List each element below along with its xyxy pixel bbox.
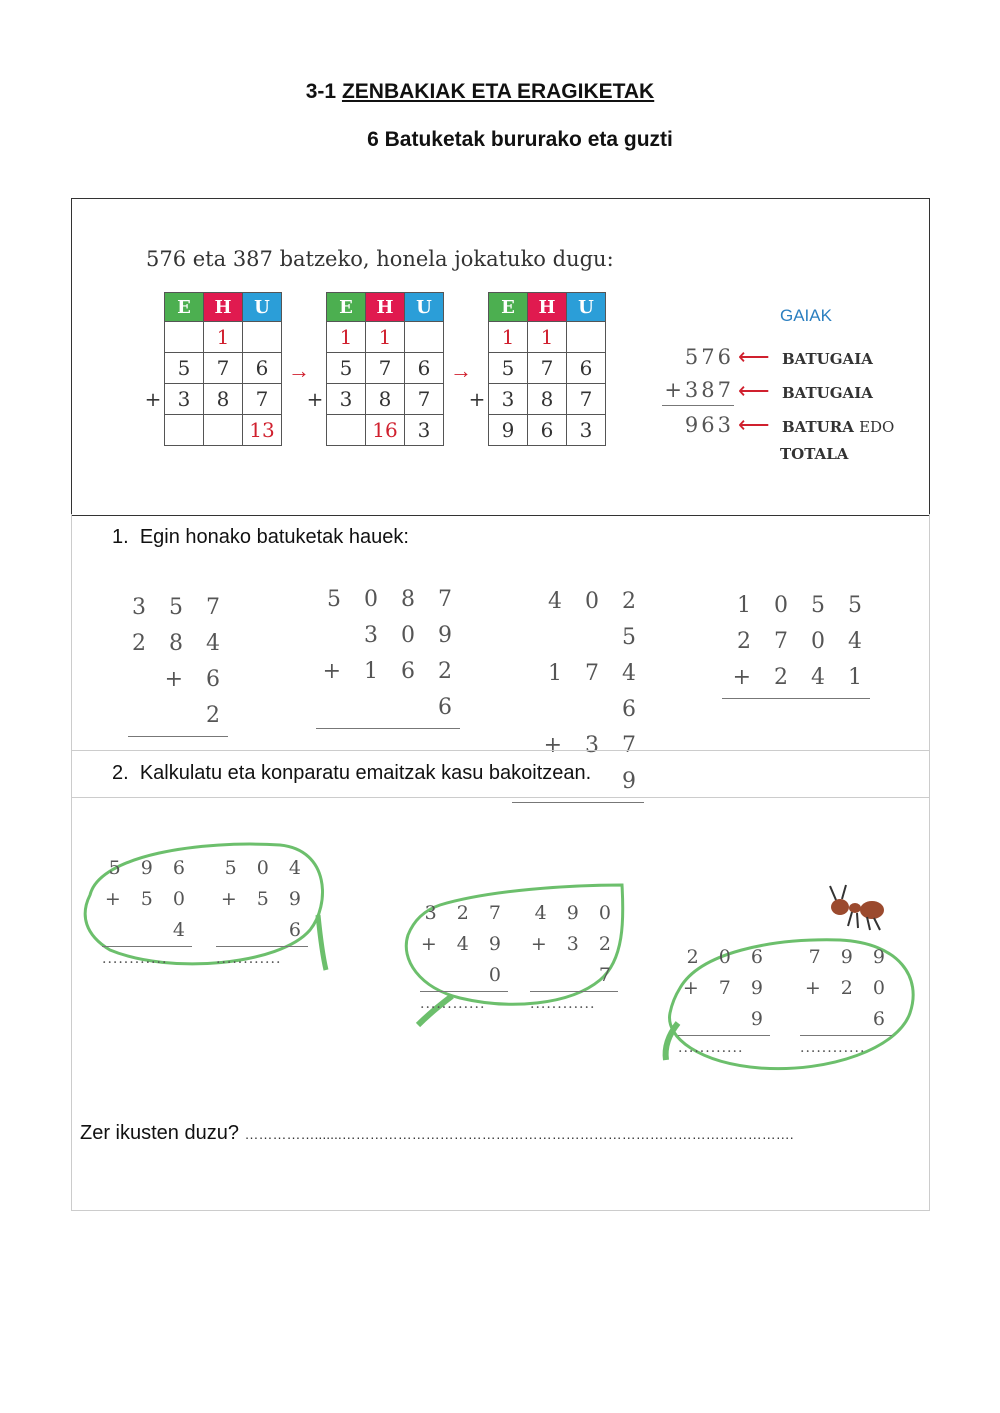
sum-line: 3 5 7 (132, 595, 228, 620)
carry-cell (243, 322, 282, 353)
page-title (0, 80, 960, 104)
ant-icon (822, 882, 892, 932)
header-e: E (165, 293, 204, 322)
header-u: U (405, 293, 444, 322)
header-h: H (366, 293, 405, 322)
sum-line: 5 0 4 (224, 857, 308, 879)
plus-sign: + (306, 387, 324, 411)
sum-line: 7 9 9 (808, 946, 892, 968)
result-cell: 16 (366, 415, 405, 446)
header-e: E (327, 293, 366, 322)
digit-cell: 5 (327, 353, 366, 384)
sum-line: + 4 9 0 (420, 933, 508, 986)
result-cell (204, 415, 243, 446)
result-cell (165, 415, 204, 446)
sum-line: + 7 9 9 (682, 977, 770, 1030)
sum-line: 4 0 2 5 (548, 589, 644, 650)
term-value: 576 (684, 345, 734, 369)
exercise-text: Kalkulatu eta konparatu emaitzak kasu bakoitzean. (139, 762, 592, 784)
ehu-table-step3 (466, 292, 606, 446)
result-cell: 13 (243, 415, 282, 446)
sum-line: + 5 0 4 (104, 888, 192, 941)
sum-problem[interactable] (722, 588, 870, 699)
answer-blank[interactable]: ............ (216, 951, 282, 967)
digit-cell: 5 (165, 353, 204, 384)
sum-line: + 5 9 6 (220, 888, 308, 941)
ehu-table-step1 (142, 292, 282, 446)
digit-cell: 5 (489, 353, 528, 384)
sum-line: 2 7 0 4 (737, 629, 870, 654)
plus-sign: + (468, 387, 486, 411)
sum-problem[interactable] (316, 582, 460, 729)
answer-blank[interactable]: ............ (420, 996, 486, 1012)
exercise2-instruction (112, 762, 591, 785)
page-subtitle: 6 Batuketak bururako eta guzti (367, 128, 673, 151)
term-label: BATUGAIA (782, 384, 873, 402)
digit-cell: 7 (243, 384, 282, 415)
leaf-sum[interactable] (800, 942, 892, 1058)
sum-line: 4 9 0 (534, 902, 618, 924)
sum-rule (216, 946, 308, 947)
sum-line: 1 7 4 6 (548, 661, 644, 722)
sum-rule (420, 991, 508, 992)
result-cell (327, 415, 366, 446)
sum-rule (128, 736, 228, 737)
left-arrow-icon: ⟵ (738, 378, 770, 403)
answer-blank[interactable]: ............ (800, 1040, 866, 1056)
digit-cell: 6 (567, 353, 606, 384)
sum-line: 1 0 5 5 (737, 593, 870, 618)
header-u: U (567, 293, 606, 322)
term-label (782, 418, 894, 436)
digit-cell: 7 (204, 353, 243, 384)
leaf-sum[interactable] (216, 853, 308, 969)
result-cell: 3 (567, 415, 606, 446)
sum-line: 5 0 8 7 (327, 587, 460, 612)
leaf-sum[interactable] (102, 853, 192, 969)
sum-line: + 3 2 7 (530, 933, 618, 986)
result-cell: 9 (489, 415, 528, 446)
leaf-sum[interactable] (420, 898, 508, 1014)
sum-line: 3 2 7 (424, 902, 508, 924)
term-value: +387 (662, 378, 734, 406)
digit-cell: 6 (243, 353, 282, 384)
header-h: H (528, 293, 567, 322)
sum-line: + 6 2 (164, 667, 228, 728)
exercise-text: Egin honako batuketak hauek: (139, 526, 409, 548)
left-arrow-icon: ⟵ (738, 344, 770, 369)
reflection-question (80, 1122, 794, 1145)
carry-cell: 1 (489, 322, 528, 353)
result-cell: 3 (405, 415, 444, 446)
sum-line: 3 0 9 (364, 623, 460, 648)
plus-sign: + (144, 387, 162, 411)
header-e: E (489, 293, 528, 322)
sum-line: + 3 7 9 (543, 733, 644, 794)
digit-cell: 7 (528, 353, 567, 384)
leaf-sum[interactable] (530, 898, 618, 1014)
result-cell: 6 (528, 415, 567, 446)
answer-blank[interactable]: ............ (678, 1040, 744, 1056)
answer-blank[interactable]: ............ (530, 996, 596, 1012)
sum-rule (800, 1035, 892, 1036)
sum-rule (316, 728, 460, 729)
term-label-extra: EDO (859, 418, 895, 436)
digit-cell: 3 (489, 384, 528, 415)
term-label-2: TOTALA (780, 445, 849, 463)
carry-cell (567, 322, 606, 353)
right-arrow-icon: → (450, 358, 472, 383)
header-u: U (243, 293, 282, 322)
sum-problem[interactable] (128, 590, 228, 737)
digit-cell: 3 (165, 384, 204, 415)
sum-line: 2 8 4 (132, 631, 228, 656)
carry-cell (165, 322, 204, 353)
digit-cell: 7 (366, 353, 405, 384)
title-prefix: 3-1 (305, 80, 337, 103)
exercise-number: 1. (112, 526, 129, 548)
digit-cell: 7 (567, 384, 606, 415)
digit-cell: 7 (405, 384, 444, 415)
carry-cell: 1 (528, 322, 567, 353)
sum-rule (678, 1035, 770, 1036)
sum-rule (722, 698, 870, 699)
term-label: BATUGAIA (782, 350, 873, 368)
answer-line[interactable]: …………….......……………………………………………………………………………………. (244, 1126, 794, 1142)
sum-rule (102, 946, 192, 947)
term-value: 963 (684, 413, 734, 437)
sum-line: 5 9 6 (108, 857, 192, 879)
leaf-sum[interactable] (678, 942, 770, 1058)
carry-cell: 1 (327, 322, 366, 353)
question-text: Zer ikusten duzu? (80, 1122, 239, 1144)
exercise-number: 2. (112, 762, 129, 784)
carry-cell: 1 (366, 322, 405, 353)
digit-cell: 3 (327, 384, 366, 415)
answer-blank[interactable]: ............ (102, 951, 168, 967)
term-label-main: BATURA (782, 418, 854, 436)
digit-cell: 8 (366, 384, 405, 415)
carry-cell (405, 322, 444, 353)
exercise1-instruction (112, 526, 409, 549)
sum-line: + 2 4 1 (732, 665, 870, 690)
digit-cell: 6 (405, 353, 444, 384)
gaiak-label: GAIAK (780, 306, 832, 325)
sum-line: + 2 0 6 (804, 977, 892, 1030)
example-intro: 576 eta 387 batzeko, honela jokatuko dugu: (146, 247, 614, 271)
header-h: H (204, 293, 243, 322)
title-main: ZENBAKIAK ETA ERAGIKETAK (341, 80, 655, 103)
left-arrow-icon: ⟵ (738, 412, 770, 437)
sum-line: + 1 6 2 6 (322, 659, 460, 720)
sum-line: 2 0 6 (686, 946, 770, 968)
ehu-table-step2 (304, 292, 444, 446)
sum-rule (530, 991, 618, 992)
digit-cell: 8 (528, 384, 567, 415)
right-arrow-icon: → (288, 358, 310, 383)
carry-cell: 1 (204, 322, 243, 353)
digit-cell: 8 (204, 384, 243, 415)
